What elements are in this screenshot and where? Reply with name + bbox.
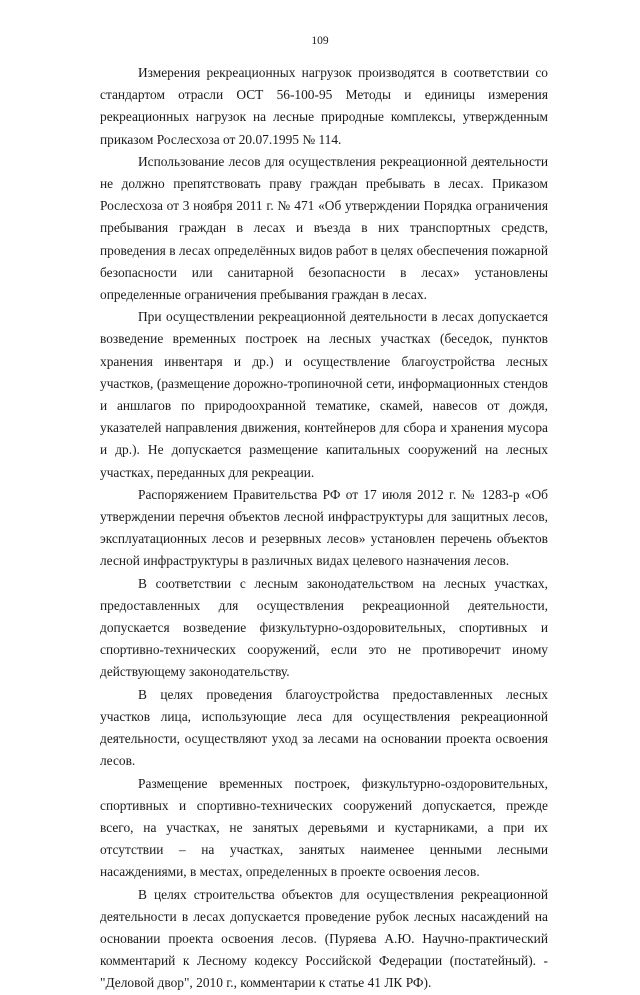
paragraph-sports-facilities: В соответствии с лесным законодательством на лесных участках, предоставленных для осуществления рекреационной деятельности, допускается возведение физкультурно-оздоровительных, спортивных и спортивно-технических сооружений, если это не противоречит иному действующему законодательству. [100, 575, 548, 680]
paragraph-citizens-access-rights: Использование лесов для осуществления рекреационной деятельности не должно препятствовать праву граждан пребывать в лесах. Приказом Рослесхоза от 3 ноября 2011 г. № 471 «Об утверждении Порядка ограничения пребывания граждан в лесах и въезда в них транспортных средств, проведения в лесах определённых видов работ в целях обеспечения пожарной безопасности или санитарной безопасности в лесах» установлены определенные ограничения пребывания граждан в лесах. [100, 153, 548, 303]
paragraph-recreational-load-measurement: Измерения рекреационных нагрузок производятся в соответствии со стандартом отрасли ОСТ 56-100-95 Методы и единицы измерения рекреационных нагрузок на лесные природные комплексы, утвержденным приказом Рослесхоза от 20.07.1995 № 114. [100, 65, 548, 147]
paragraph-placement-of-structures: Размещение временных построек, физкультурно-оздоровительных, спортивных и спортивно-технических сооружений допускается, прежде всего, на участках, не занятых деревьями и кустарниками, а при их отсутствии – на участках, занятых наименее ценными лесными насаждениями, в местах, определенных в проекте освоения лесов. [100, 775, 548, 880]
paragraph-temporary-structures: При осуществлении рекреационной деятельности в лесах допускается возведение временных построек на лесных участках (беседок, пунктов хранения инвентаря и др.) и осуществление благоустройства лесных участков, (размещение дорожно-тропиночной сети, информационных стендов и аншлагов по природоохранной тематике, скамей, навесов от дождя, указателей направления движения, контейнеров для сбора и хранения мусора и др.). Не допускается размещение капитальных сооружений на лесных участках, переданных для рекреации. [100, 309, 548, 480]
paragraph-forest-care: В целях проведения благоустройства предоставленных лесных участков лица, использующие леса для осуществления рекреационной деятельности, осуществляют уход за лесами на основании проекта освоения лесов. [100, 686, 548, 769]
document-body [100, 62, 548, 995]
page-number: 109 [311, 35, 329, 47]
paragraph-government-order-infrastructure: Распоряжением Правительства РФ от 17 июля 2012 г. № 1283-р «Об утверждении перечня объектов лесной инфраструктуры для защитных лесов, эксплуатационных лесов и резервных лесов» установлен перечень объектов лесной инфраструктуры в различных видах целевого назначения лесов. [100, 486, 548, 569]
paragraph-construction-felling: В целях строительства объектов для осуществления рекреационной деятельности в лесах допускается проведение рубок лесных насаждений на основании проекта освоения лесов. (Пуряева А.Ю. Научно-практический комментарий к Лесному кодексу Российской Федерации (постатейный). - "Деловой двор", 2010 г., комментарии к статье 41 ЛК РФ). [100, 886, 548, 991]
